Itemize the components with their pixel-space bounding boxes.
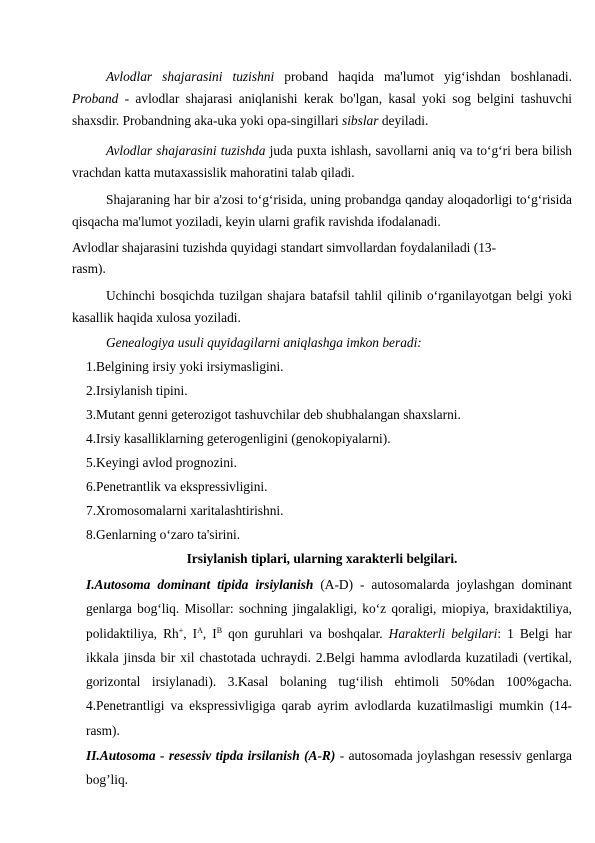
text: , I (183, 625, 198, 641)
list-item: 7.Xromosomalarni xaritalashtirishni. (86, 503, 284, 518)
paragraph-genealogiya (106, 332, 572, 354)
italic-label: Harakterli belgilari (388, 625, 498, 641)
list-item: 1.Belgining irsiy yoki irsiymasligini. (86, 359, 284, 374)
text: proband haqida ma'lumot yig‘ishdan boshlanadi. (274, 69, 572, 84)
list-item: 4.Irsiy kasalliklarning geterogenligini (genokopiyalarni). (86, 431, 391, 446)
text: : 1 Belgi har ikkala jinsda bir xil chastotada uchraydi. 2.Belgi hamma avlodlarda kuzatiladi (vertikal, gorizontal irsiylanadi). 3.Kasal bolaning tug‘ilish ehtimoli 50%dan 100%gacha. 4.Penetrantligi va ekspressivligiga qarab ayrim avlodlarda kuzatilmasligi mumkin (14-rasm). (86, 625, 572, 738)
italic-term: Proband (72, 91, 119, 106)
text: , I (202, 625, 217, 641)
paragraph-simvollar-line1: Avlodlar shajarasini tuzishda quyidagi standart simvollardan foydalaniladi (13- (72, 240, 497, 255)
text: (A-D) - autosomalarda joylashgan dominant genlarga bog‘liq. Misollar: sochning jingalakligi, ko‘z qoraligi, miopiya, braxidaktiliya, polidaktiliya, Rh (86, 577, 573, 641)
text: - avlodlar shajarasi aniqlanishi kerak bo'lgan, kasal yoki sog belgini tashuvchi shaxsdir. Probandning aka-uka yoki opa-singillari (72, 91, 572, 128)
superscript: B (216, 625, 223, 635)
text: juda puxta ishlash, savollarni aniq va to‘g‘ri bera bilish vrachdan katta mutaxassislik mahoratini talab qiladi. (72, 143, 572, 180)
list-item: 8.Genlarning o‘zaro ta'sirini. (86, 527, 241, 542)
italic-term: Avlodlar shajarasini tuzishda (106, 143, 266, 158)
list-item: 5.Keyingi avlod prognozini. (86, 455, 237, 470)
paragraph-autosoma-resessiv (86, 744, 572, 792)
paragraph-tuzishda (72, 140, 572, 184)
paragraph-proband (72, 66, 572, 132)
section-title: I.Autosoma dominant tipida irsiylanish (86, 577, 314, 592)
italic-intro: Genealogiya usuli quyidagilarni aniqlashga imkon beradi: (106, 335, 422, 350)
section-title: II.Autosoma - resessiv tipda irsilanish (A-R) (86, 748, 336, 763)
heading-text: Irsiylanish tiplari, ularning xarakterli belgilari. (186, 551, 458, 566)
list-item: 2.Irsiylanish tipini. (86, 383, 188, 398)
section-heading (72, 548, 572, 570)
paragraph-simvollar-line2: rasm). (72, 261, 106, 276)
text: qon guruhlari va boshqalar. (222, 625, 389, 641)
superscript: + (178, 625, 184, 635)
italic-term: sibslar (342, 113, 379, 128)
list-item: 3.Mutant genni geterozigot tashuvchilar deb shubhalangan shaxslarni. (86, 407, 461, 422)
text: - autosomada joylashgan resessiv genlarga bog’liq. (86, 748, 572, 787)
paragraph-shajara-azosi: Shajaraning har bir a'zosi to‘g‘risida, uning probandga qanday aloqadorligi to‘g‘risida qisqacha ma'lumot yoziladi, keyin ularni grafik ravishda ifodalanadi. (72, 192, 572, 229)
italic-term: Avlodlar shajarasini tuzishni (106, 69, 275, 84)
superscript: A (197, 625, 203, 635)
paragraph-autosoma-dominant (86, 573, 572, 743)
text: deyiladi. (378, 113, 429, 128)
list-item: 6.Penetrantlik va ekspressivligini. (86, 479, 268, 494)
paragraph-uchinchi-bosqich: Uchinchi bosqichda tuzilgan shajara batafsil tahlil qilinib o‘rganilayotgan belgi yoki kasallik haqida xulosa yoziladi. (72, 288, 572, 325)
